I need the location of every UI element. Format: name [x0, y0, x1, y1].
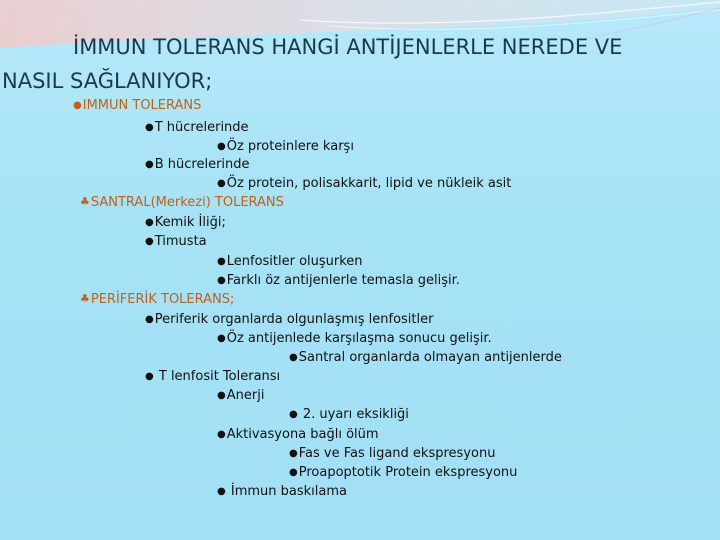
bullet-icon: ●: [217, 390, 226, 401]
bullet-icon: ●: [145, 371, 154, 382]
bullet-icon: ●: [217, 429, 226, 440]
bullet-icon: ●: [289, 448, 298, 459]
list-item: ♣SANTRAL(Merkezi) TOLERANS: [80, 195, 284, 210]
list-item: ●T hücrelerinde: [145, 120, 249, 135]
title-line-2: NASIL SAĞLANIYOR;: [2, 69, 213, 93]
list-item: ●Aktivasyona bağlı ölüm: [217, 427, 379, 442]
list-item: ●Lenfositler oluşurken: [217, 254, 363, 269]
list-item: ♣PERİFERİK TOLERANS;: [80, 292, 235, 307]
bullet-icon: ●: [145, 236, 154, 247]
list-item: ●IMMUN TOLERANS: [73, 98, 202, 113]
list-item: ● T lenfosit Toleransı: [145, 369, 281, 384]
list-item: ●Periferik organlarda olgunlaşmış lenfositler: [145, 312, 434, 327]
bullet-icon: ●: [289, 352, 298, 363]
club-bullet-icon: ♣: [80, 195, 90, 208]
list-item: ●Timusta: [145, 234, 207, 249]
title-line-1: İMMUN TOLERANS HANGİ ANTİJENLERLE NEREDE VE: [73, 35, 623, 59]
bullet-icon: ●: [217, 178, 226, 189]
bullet-icon: ●: [145, 159, 154, 170]
list-item: ●Proapoptotik Protein ekspresyonu: [289, 465, 518, 480]
bullet-icon: ●: [289, 467, 298, 478]
bullet-icon: ●: [217, 275, 226, 286]
list-item: ●Anerji: [217, 388, 265, 403]
list-item: ●Öz protein, polisakkarit, lipid ve nükleik asit: [217, 176, 512, 191]
list-item: ●Kemik İliği;: [145, 215, 226, 230]
bullet-icon: ●: [145, 217, 154, 228]
club-bullet-icon: ♣: [80, 292, 90, 305]
list-item: ●Santral organlarda olmayan antijenlerde: [289, 350, 562, 365]
list-item: ● 2. uyarı eksikliği: [289, 407, 409, 422]
bullet-icon: ●: [217, 486, 226, 497]
list-item: ●Öz proteinlere karşı: [217, 139, 354, 154]
bullet-icon: ●: [217, 141, 226, 152]
bullet-icon: ●: [145, 122, 154, 133]
list-item: ●Farklı öz antijenlerle temasla gelişir.: [217, 273, 460, 288]
list-item: ●B hücrelerinde: [145, 157, 250, 172]
list-item: ●Öz antijenlede karşılaşma sonucu gelişir.: [217, 331, 492, 346]
list-item: ●Fas ve Fas ligand ekspresyonu: [289, 446, 496, 461]
bullet-icon: ●: [217, 256, 226, 267]
bullet-icon: ●: [217, 333, 226, 344]
bullet-icon: ●: [289, 409, 298, 420]
bullet-icon: ●: [145, 314, 154, 325]
list-item: ● İmmun baskılama: [217, 484, 347, 499]
bullet-icon: ●: [73, 100, 82, 111]
